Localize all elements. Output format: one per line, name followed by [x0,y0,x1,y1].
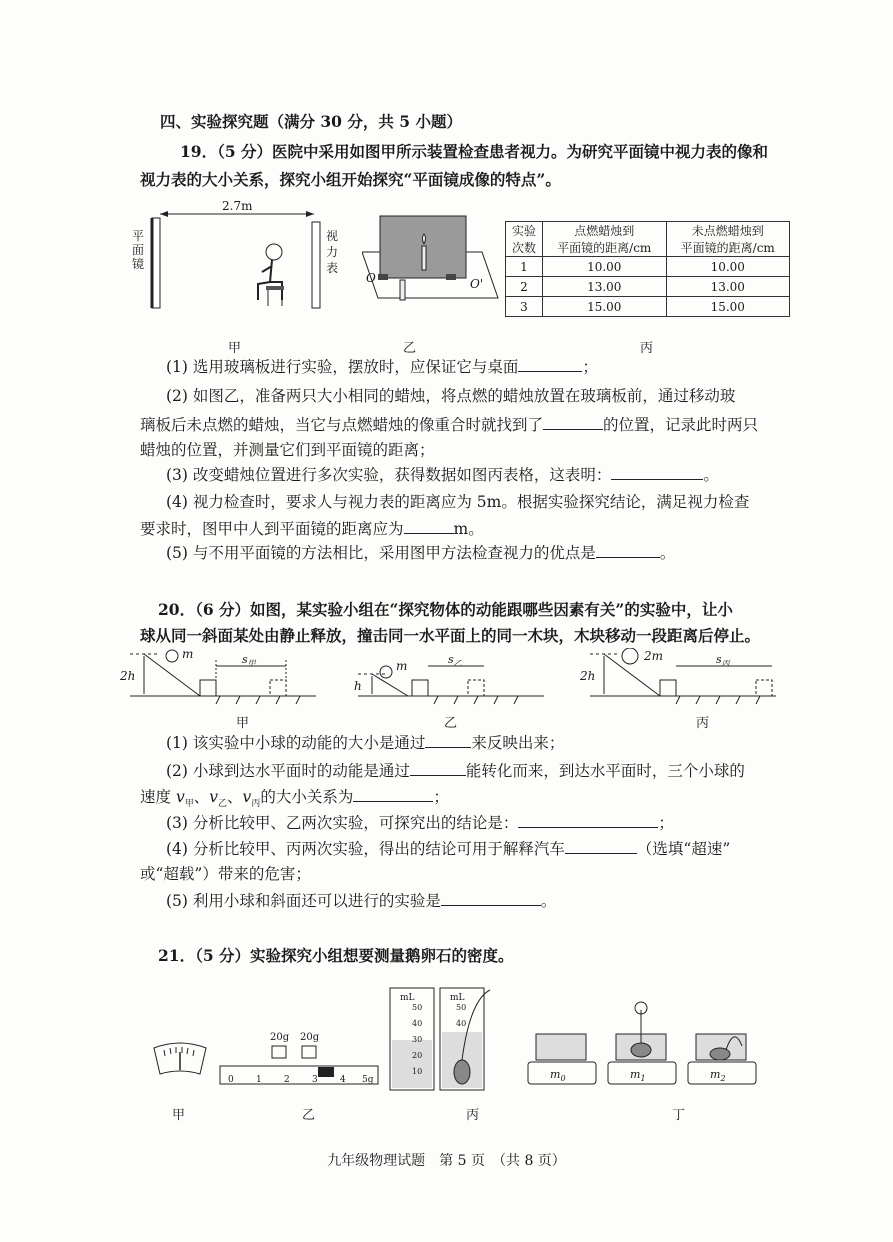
svg-text:mL: mL [450,993,465,1003]
height-label: 2h [580,669,596,683]
balance [688,1034,756,1084]
q19-part2-line3: 蜡烛的位置，并测量它们到平面镜的距离； [140,441,435,459]
balance [608,1002,676,1084]
q19-figure-jia [126,200,356,320]
q21-figure-jia [150,1040,210,1080]
height-label: h [354,679,362,693]
q19-caption-bing: 丙 [640,341,654,356]
q20-stem-line1: 20．（6 分）如图，某实验小组在“探究物体的动能跟哪些因素有关”的实验中，让小 [158,600,733,619]
q19-part4-line2: 要求时，图甲中人到平面镜的距离应为 m。 [140,520,484,538]
weight [272,1046,286,1058]
answer-blank[interactable] [565,838,637,854]
q20-caption-jia: 甲 [236,716,250,731]
distance-label: $s_甲$ [242,653,256,668]
answer-blank[interactable] [425,732,471,748]
q19-part4-line1: (4) 视力检查时，要求人与视力表的距离应为 5m。根据实验探究结论，满足视力检查 [166,493,750,511]
q20-part2-line2: 速度 $v_甲$、$v_乙$、$v_丙$的大小关系为 ； [140,788,449,810]
q21-caption-yi: 乙 [302,1108,316,1123]
person-body [258,260,282,300]
answer-blank[interactable] [611,464,703,480]
mass-label: m [396,659,408,673]
q21-caption-bing: 丙 [466,1108,480,1123]
q20-part4-line1: (4) 分析比较甲、丙两次实验，得出的结论可用于解释汽车 （选填“超速” [166,840,731,858]
ball [622,648,638,664]
svg-text:0: 0 [228,1075,234,1085]
mass-label: m [182,648,194,661]
weight [302,1046,316,1058]
q20-part4-line2: 或“超载”）带来的危害； [140,865,311,883]
weight-label: 20g [300,1032,320,1043]
label-o: O [366,271,376,285]
block [200,680,216,696]
q20-figure-yi [348,648,548,710]
svg-text:50: 50 [456,1003,467,1012]
table-row: 2 13.00 13.00 [506,277,790,297]
header-trial: 实验 次数 [506,222,543,257]
pebble [454,1060,470,1084]
answer-blank[interactable] [353,786,433,802]
q19-part3: (3) 改变蜡烛位置进行多次实验，获得数据如图丙表格，这表明： 。 [166,466,719,484]
q19-part1: (1) 选用玻璃板进行实验，摆放时，应保证它与桌面 ； [166,358,598,376]
svg-text:5g: 5g [362,1075,374,1085]
section-title: 四、实验探究题（满分 30 分，共 5 小题） [160,112,462,131]
svg-text:4: 4 [340,1075,346,1085]
mass-label: 2m [644,649,664,663]
q19-caption-yi: 乙 [403,341,417,356]
slide-rule [220,1066,378,1084]
svg-text:50: 50 [412,1003,423,1012]
person-head [266,244,282,260]
vision-chart-label: 视力表 [326,229,339,275]
answer-blank[interactable] [410,760,466,776]
svg-text:10: 10 [412,1067,423,1076]
distance-label: $s_乙$ [448,653,462,668]
q19-part2-line2: 璃板后未点燃的蜡烛，当它与点燃蜡烛的像重合时就找到了 的位置，记录此时两只 [140,416,759,434]
answer-blank[interactable] [404,518,454,534]
ball [380,666,392,678]
q20-figure-jia [120,648,320,710]
distance-label: 2.7m [222,200,253,213]
q21-caption-jia: 甲 [172,1108,186,1123]
q20-part2-line1: (2) 小球到达水平面时的动能是通过 能转化而来，到达水平面时，三个小球的 [166,762,745,780]
vision-chart [312,222,320,308]
header-unlit: 未点燃蜡烛到 平面镜的距离/cm [666,222,790,257]
table-row: 1 10.00 10.00 [506,257,790,277]
answer-blank[interactable] [518,812,658,828]
q21-caption-ding: 丁 [672,1108,686,1123]
svg-text:2: 2 [284,1075,290,1085]
svg-text:40: 40 [456,1019,467,1028]
q20-stem-line2: 球从同一斜面某处由静止释放，撞击同一水平面上的同一木块，木块移动一段距离后停止。 [140,626,761,645]
header-lit: 点燃蜡烛到 平面镜的距离/cm [543,222,667,257]
q19-figure-yi [362,212,502,312]
svg-text:40: 40 [412,1019,423,1028]
answer-blank[interactable] [518,356,582,372]
q21-stem: 21．（5 分）实验探究小组想要测量鹅卵石的密度。 [158,946,514,965]
block [660,680,676,696]
mirror-label: 平面镜 [132,229,145,271]
svg-text:m1: $m_1$ [630,1068,646,1083]
svg-text:30: 30 [412,1035,423,1044]
height-label: 2h [120,669,136,683]
q20-figure-bing [580,648,780,710]
rider [318,1067,334,1077]
answer-blank[interactable] [596,542,660,558]
balance [528,1034,596,1084]
table-row: 3 15.00 15.00 [506,297,790,317]
block [412,680,428,696]
q20-part1: (1) 该实验中小球的动能的大小是通过 来反映出来； [166,734,565,752]
table-header-row [506,222,790,257]
q20-part3: (3) 分析比较甲、乙两次实验，可探究出的结论是： ； [166,814,674,832]
q21-figure-ding [520,996,770,1088]
candle [400,280,405,300]
q20-caption-yi: 乙 [444,716,458,731]
q21-figure-yi [218,1030,380,1090]
q21-figure-bing [386,980,496,1095]
q19-part5: (5) 与不用平面镜的方法相比，采用图甲方法检查视力的优点是 。 [166,544,676,562]
q19-data-table [505,221,790,317]
ball [166,650,178,662]
answer-blank[interactable] [441,890,541,906]
label-o-prime: O' [470,277,484,291]
svg-text:m2: $m_2$ [710,1068,726,1083]
q19-stem-line1: 19．（5 分）医院中采用如图甲所示装置检查患者视力。为研究平面镜中视力表的像和 [180,142,769,161]
q19-part2-line1: (2) 如图乙，准备两只大小相同的蜡烛，将点燃的蜡烛放置在玻璃板前，通过移动玻 [166,387,736,405]
distance-label: $s_丙$ [716,653,730,668]
svg-text:mL: mL [400,993,415,1003]
q19-stem-line2: 视力表的大小关系，探究小组开始探究“平面镜成像的特点”。 [140,170,561,189]
answer-blank[interactable] [543,414,603,430]
svg-text:1: 1 [256,1075,262,1085]
weight-label: 20g [270,1032,290,1043]
svg-text:m0: $m_0$ [550,1068,566,1083]
q19-caption-jia: 甲 [228,341,242,356]
svg-text:3: 3 [312,1075,318,1085]
q20-caption-bing: 丙 [696,716,710,731]
q20-part5: (5) 利用小球和斜面还可以进行的实验是 。 [166,892,557,910]
page-footer: 九年级物理试题 第 5 页 （共 8 页） [327,1153,566,1169]
svg-text:20: 20 [412,1051,423,1060]
